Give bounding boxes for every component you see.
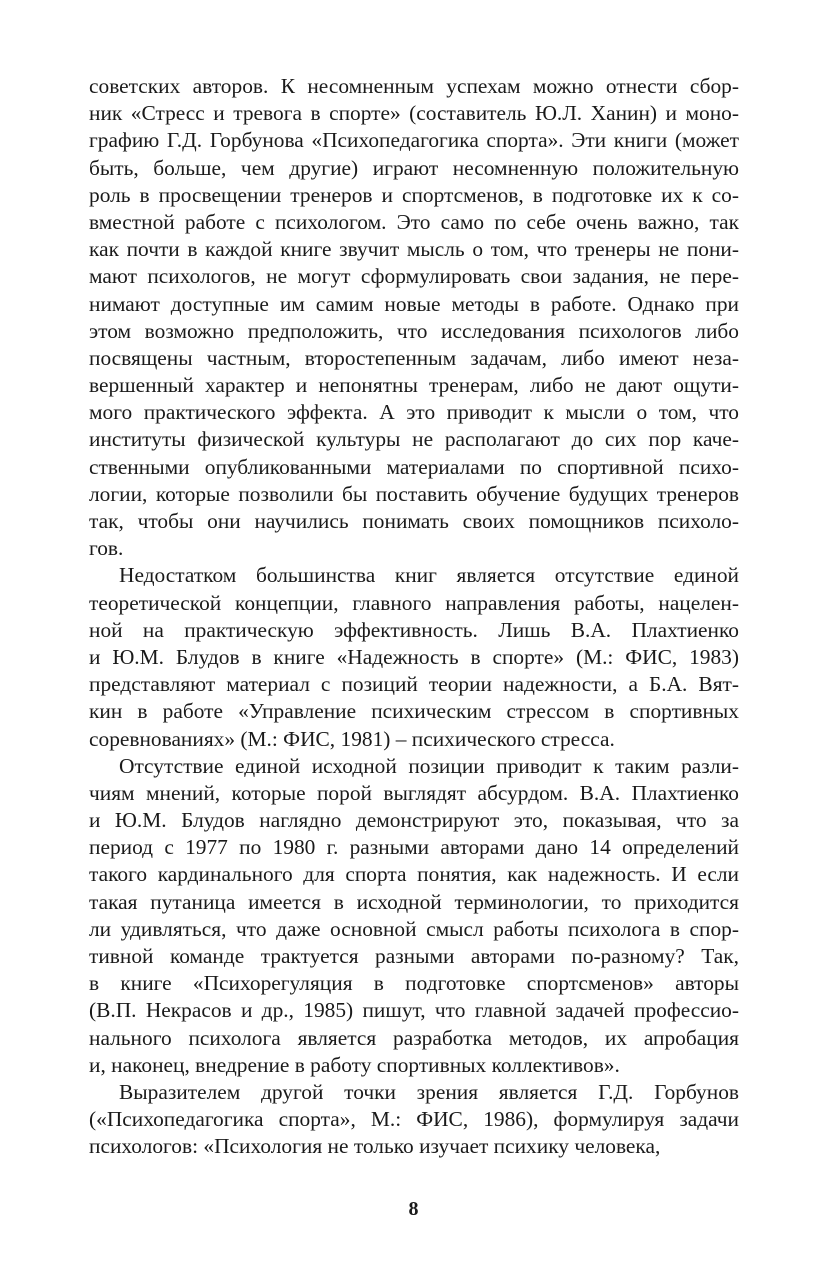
- text-line: тивной команде трактуется разными авторами по-разному? Так,: [89, 944, 739, 968]
- paragraph: [89, 562, 739, 752]
- page-body: [89, 73, 739, 1161]
- text-line: институты физической культуры не располагают до сих пор каче-: [89, 427, 739, 452]
- text-line: Недостатком большинства книг является отсутствие единой: [119, 563, 739, 588]
- text-line: Выразителем другой точки зрения является Г.Д. Горбунов: [119, 1079, 739, 1104]
- text-line: мают психологов, не могут сформулировать свои задания, не пере-: [89, 264, 739, 289]
- text-line: ли удивляться, что даже основной смысл работы психолога в спор-: [89, 916, 739, 941]
- text-line: психологов: «Психология не только изучает психику человека,: [89, 1134, 661, 1159]
- page-number: 8: [408, 1198, 419, 1220]
- text-line: (В.П. Некрасов и др., 1985) пишут, что главной задачей профессио-: [89, 998, 739, 1023]
- text-line: теоретической концепции, главного направления работы, нацелен-: [89, 590, 739, 615]
- text-line: в книге «Психорегуляция в подготовке спортсменов» авторы: [89, 971, 739, 996]
- text-line: посвящены частным, второстепенным задачам, либо имеют неза-: [89, 345, 739, 370]
- text-line: период с 1977 по 1980 г. разными авторами дано 14 определений: [89, 835, 739, 860]
- text-line: вершенный характер и непонятны тренерам, либо не дают ощути-: [89, 373, 739, 398]
- text-line: и, наконец, внедрение в работу спортивных коллективов».: [89, 1052, 620, 1077]
- text-line: вместной работе с психологом. Это само по себе очень важно, так: [89, 209, 739, 234]
- text-line: ственными опубликованными материалами по спортивной психо-: [89, 454, 739, 479]
- text-line: представляют материал с позиций теории надежности, а Б.А. Вят-: [89, 672, 739, 697]
- text-line: («Психопедагогика спорта», М.: ФИС, 1986), формулируя задачи: [89, 1107, 739, 1132]
- text-line: мого практического эффекта. А это приводит к мысли о том, что: [89, 400, 739, 425]
- text-line: такая путаница имеется в исходной терминологии, то приходится: [89, 889, 739, 914]
- text-line: гов.: [89, 536, 124, 561]
- text-line: чиям мнений, которые порой выглядят абсурдом. В.А. Плахтиенко: [89, 780, 739, 805]
- text-line: и Ю.М. Блудов в книге «Надежность в спорте» (М.: ФИС, 1983): [89, 644, 739, 669]
- paragraph: [89, 753, 739, 1079]
- paragraph: [89, 1079, 739, 1161]
- text-line: как почти в каждой книге звучит мысль о том, что тренеры не пони-: [89, 237, 739, 262]
- text-line: так, чтобы они научились понимать своих помощников психоло-: [89, 509, 739, 533]
- text-line: ник «Стресс и тревога в спорте» (составитель Ю.Л. Ханин) и моно-: [89, 101, 739, 126]
- text-line: быть, больше, чем другие) играют несомненную положительную: [89, 155, 739, 180]
- text-line: и Ю.М. Блудов наглядно демонстрируют это, показывая, что за: [89, 808, 739, 833]
- text-line: нального психолога является разработка методов, их апробация: [89, 1025, 739, 1050]
- text-line: кин в работе «Управление психическим стрессом в спортивных: [89, 699, 739, 724]
- text-line: ной на практическую эффективность. Лишь В.А. Плахтиенко: [89, 617, 739, 642]
- text-line: советских авторов. К несомненным успехам можно отнести сбор-: [89, 74, 739, 98]
- text-line: соревнованиях» (М.: ФИС, 1981) – психического стресса.: [89, 726, 615, 751]
- text-line: нимают доступные им самим новые методы в работе. Однако при: [89, 291, 739, 316]
- text-line: роль в просвещении тренеров и спортсменов, в подготовке их к со-: [89, 182, 739, 207]
- text-line: графию Г.Д. Горбунова «Психопедагогика спорта». Эти книги (может: [89, 128, 739, 153]
- text-line: логии, которые позволили бы поставить обучение будущих тренеров: [89, 481, 739, 506]
- text-line: Отсутствие единой исходной позиции приводит к таким разли-: [119, 753, 739, 778]
- text-line: этом возможно предположить, что исследования психологов либо: [89, 318, 739, 343]
- text-line: такого кардинального для спорта понятия, как надежность. И если: [89, 862, 739, 887]
- paragraph: [89, 73, 739, 562]
